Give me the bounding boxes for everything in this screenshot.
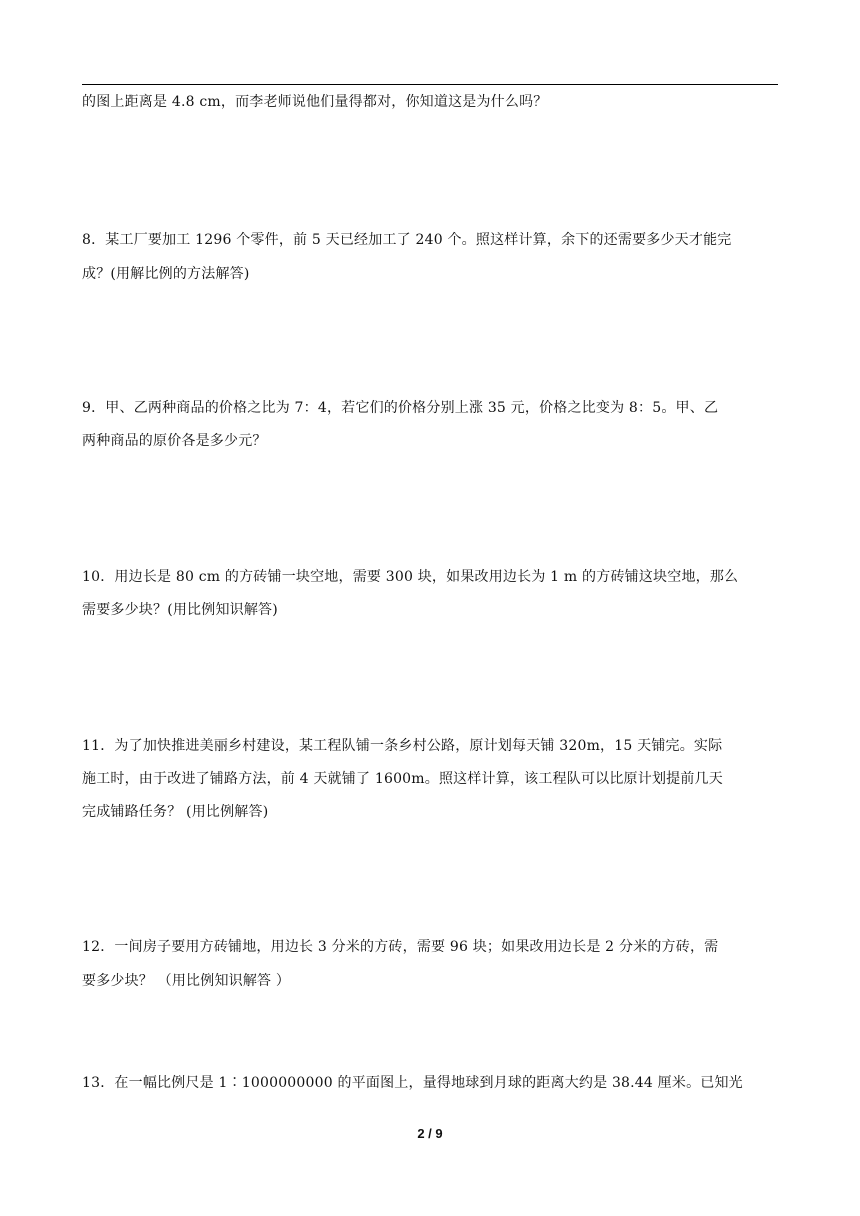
q11-text-line-2: 施工时，由于改进了铺路方法，前 4 天就铺了 1600m。照这样计算，该工程队可以比原计划提前几天 bbox=[82, 771, 723, 787]
page-number: 2 / 9 bbox=[417, 1126, 443, 1141]
q11-text-line-3: 完成铺路任务？ (用比例解答) bbox=[82, 804, 269, 820]
q9-text-line-1: 9．甲、乙两种商品的价格之比为 7：4，若它们的价格分别上涨 35 元，价格之比变为 8：5。甲、乙 bbox=[82, 400, 719, 416]
q11-text-line-1: 11．为了加快推进美丽乡村建设，某工程队铺一条乡村公路，原计划每天铺 320m，15 天铺完。实际 bbox=[82, 738, 723, 754]
q12-text-line-1: 12．一间房子要用方砖铺地，用边长 3 分米的方砖，需要 96 块；如果改用边长是 2 分米的方砖，需 bbox=[82, 939, 719, 955]
q9-text-line-2: 两种商品的原价各是多少元？ bbox=[82, 433, 267, 449]
q8-text-line-2: 成？(用解比例的方法解答) bbox=[82, 266, 250, 282]
q8-text-line-1: 8．某工厂要加工 1296 个零件，前 5 天已经加工了 240 个。照这样计算，余下的还需要多少天才能完 bbox=[82, 232, 732, 248]
q12-text-line-2: 要多少块？ （用比例知识解答 ） bbox=[82, 973, 291, 989]
header-rule bbox=[82, 84, 778, 85]
q13-text-line-1: 13．在一幅比例尺是 1∶1000000000 的平面图上，量得地球到月球的距离大约是 38.44 厘米。已知光 bbox=[82, 1075, 743, 1091]
q7-text-line-2: 的图上距离是 4.8 cm，而李老师说他们量得都对，你知道这是为什么吗？ bbox=[82, 94, 548, 110]
q10-text-line-1: 10．用边长是 80 cm 的方砖铺一块空地，需要 300 块，如果改用边长为 1 m 的方砖铺这块空地，那么 bbox=[82, 569, 739, 585]
q10-text-line-2: 需要多少块？(用比例知识解答) bbox=[82, 602, 278, 618]
